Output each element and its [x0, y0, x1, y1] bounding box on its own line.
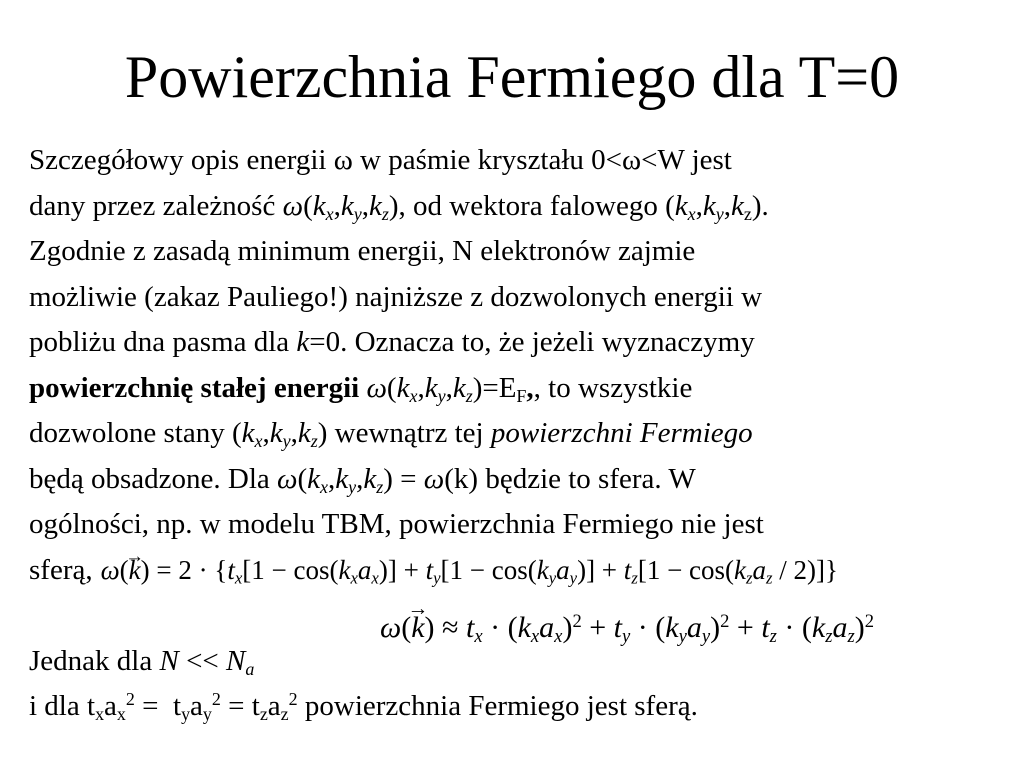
text-line-6: powierzchnię stałej energii $\omega(k_x,k_y,k_z)=E_F$,, to wszystkie — [29, 371, 693, 406]
isotropy-condition: $t_xa_x^2 = t_ya_y^2 = t_za_z^2$ — [87, 689, 298, 725]
text-line-2 — [29, 184, 1019, 230]
sphere-condition-expression: $\omega(k_x,k_y,k_z) = \omega$ — [277, 462, 445, 497]
omega-k-expression: $\omega(k_x,k_y,k_z)$ — [282, 189, 399, 224]
quadratic-approximation-equation: $\omega(\to k) \approx t_x \cdot (k_xa_x)^2 + t_y \cdot (k_ya_y)^2 + t_z \cdot (k_za_z)^2$ — [380, 611, 874, 645]
text-line-12 — [29, 684, 1019, 730]
line-10-text-a: sferą, — [29, 553, 93, 586]
line-4-text: możliwie (zakaz Pauliego!) najniższe z dozwolonych energii w — [29, 280, 763, 313]
fermi-energy-expression: $\omega(k_x,k_y,k_z)=E_F$ — [366, 371, 527, 406]
text-line-11 — [29, 639, 1019, 685]
text-line-7 — [29, 411, 1019, 457]
line-7-text-a: dozwolone stany — [29, 417, 232, 449]
fermi-surface-term: powierzchni Fermiego — [490, 417, 753, 449]
text-line-5 — [29, 320, 1019, 366]
tbm-dispersion-equation: $\omega(\to k) = 2 \cdot \{t_x[1 - \cos(k_xa_x)] + t_y[1 - \cos(k_ya_y)] + t_z[1 - \cos(k_za_z / 2)]\}$ — [101, 555, 838, 585]
line-9-text: ogólności, np. w modelu TBM, powierzchnia Fermiego nie jest — [29, 508, 764, 540]
text-line-10 — [29, 548, 1019, 594]
slide-title: Powierzchnia Fermiego dla T=0 — [124, 44, 900, 110]
line-11-text-a: Jednak dla — [29, 644, 160, 677]
text-line-1 — [29, 138, 1019, 184]
low-density-condition: $N << N_a$ — [159, 644, 255, 679]
line-3-text: Zgodnie z zasadą minimum energii, N elektronów zajmie — [29, 235, 696, 267]
text-line-8 — [29, 457, 1019, 503]
line-8-text-a: będą obsadzone. Dla — [29, 462, 278, 495]
text-line-4 — [29, 275, 1019, 321]
line-6-text-b: , to wszystkie — [533, 371, 693, 404]
line-7-text-b: wewnątrz tej — [327, 417, 491, 449]
line-12-text-b: powierzchnia Fermiego jest sferą. — [297, 690, 698, 722]
wave-vector-expression: $(k_x,k_y,k_z)$. — [665, 189, 769, 224]
line-5-text-b: =0. Oznacza to, że jeżeli wyznaczymy — [309, 326, 755, 358]
line-12-text-a: i dla — [29, 690, 87, 722]
line-2-text-a: dany przez zależność — [29, 189, 283, 222]
line-1-text: Szczegółowy opis energii ω w paśmie kryształu 0<ω<W jest — [29, 144, 732, 176]
states-expression: $(k_x,k_y,k_z)$ — [231, 417, 328, 452]
line-2-text-b: , od wektora falowego — [398, 189, 666, 222]
k-symbol: k — [296, 326, 310, 358]
line-8-text-b: (k) będzie to sfera. W — [444, 462, 696, 495]
constant-energy-surface-term: powierzchnię stałej energii — [29, 371, 360, 404]
line-5-text-a: pobliżu dna pasma dla — [29, 326, 297, 358]
text-line-9 — [29, 502, 1019, 548]
text-line-3 — [29, 229, 1019, 275]
